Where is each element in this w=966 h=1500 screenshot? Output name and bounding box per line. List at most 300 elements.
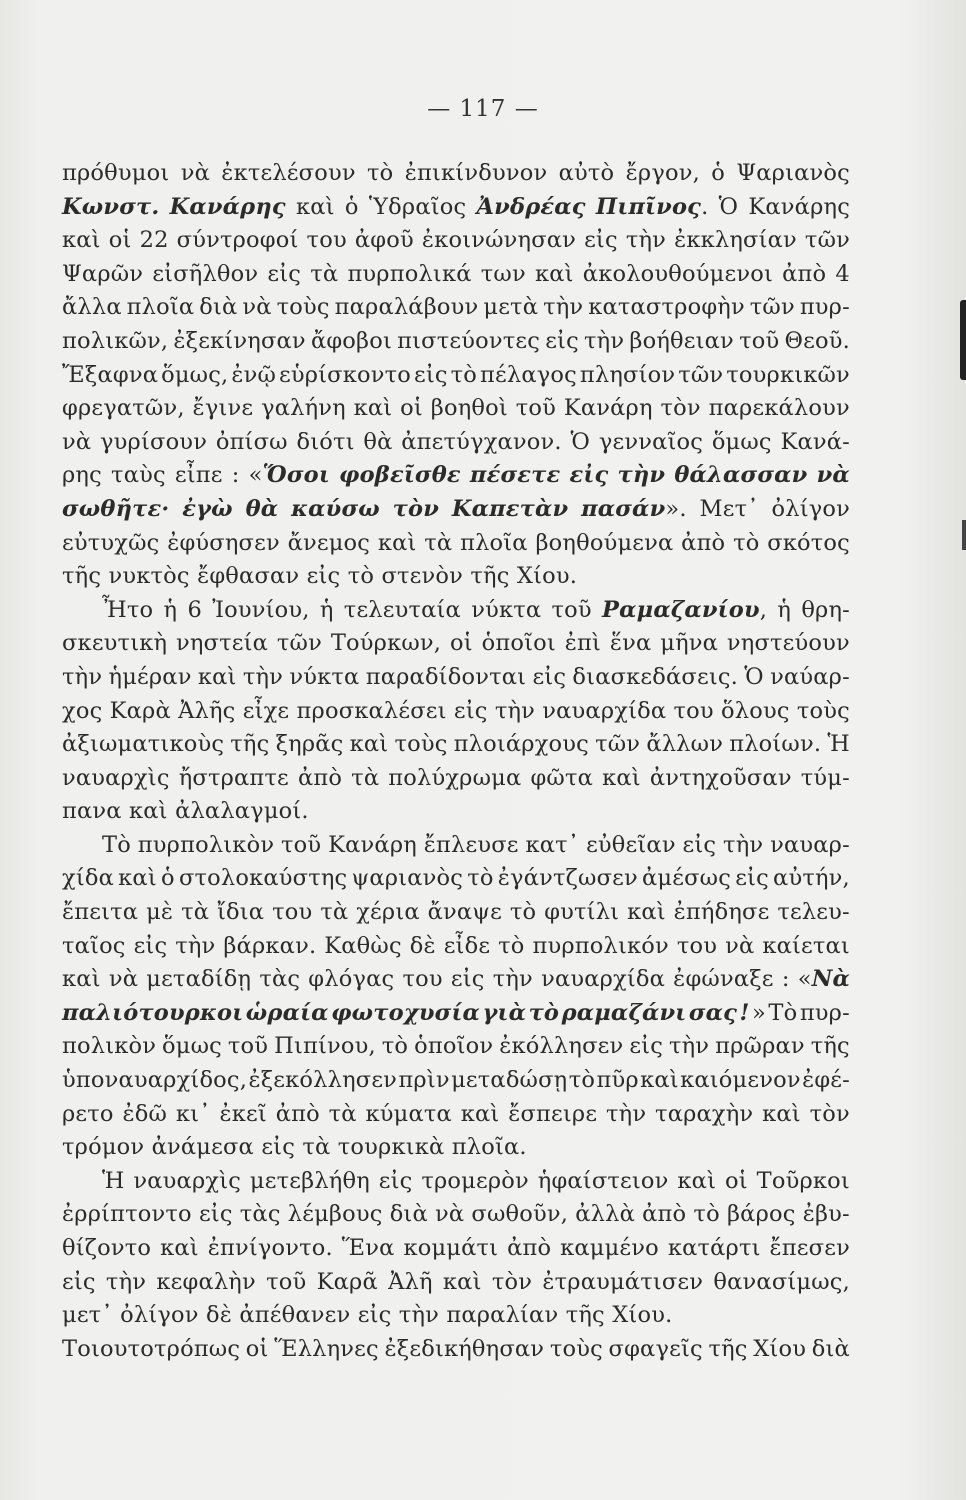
word: ὅλους xyxy=(721,697,790,724)
word: ὀλίγον xyxy=(120,1302,199,1329)
word: μετ᾽ xyxy=(62,1302,113,1329)
word: Μετ᾽ xyxy=(699,495,759,522)
word: θὰ xyxy=(363,428,393,455)
word: πλησίον xyxy=(579,361,676,388)
word: τὸ xyxy=(347,563,375,590)
word: τὴν xyxy=(617,462,666,489)
word: πιστεύοντες xyxy=(397,327,541,354)
word: τὴν xyxy=(492,966,533,993)
word: μὲ xyxy=(146,899,174,926)
binding-edge xyxy=(960,300,966,380)
word: πυρπολικόν xyxy=(532,932,669,959)
word: νὰ xyxy=(435,1201,465,1228)
body-text xyxy=(62,157,850,1366)
word: πλοίων. xyxy=(729,731,822,758)
word: στενὸν xyxy=(381,563,464,590)
word: καὶ xyxy=(762,1100,801,1127)
text-line xyxy=(62,896,850,930)
word: διὰ xyxy=(811,1335,850,1362)
word: ἡμέραν xyxy=(108,663,192,690)
word: ταραχὴν xyxy=(655,1100,754,1127)
word: σας xyxy=(688,999,738,1026)
word: τὴν xyxy=(625,227,667,254)
word: ἐκτελέσουν xyxy=(221,160,356,186)
word: Κανά- xyxy=(780,428,850,455)
word: βάρος xyxy=(726,1201,796,1228)
word: ἐνῷ xyxy=(231,361,277,388)
word: πλοῖα. xyxy=(451,1134,527,1161)
word: καὶ xyxy=(62,227,101,254)
text-line xyxy=(62,459,850,493)
word: πρὶν xyxy=(398,1067,450,1094)
word: ἄνεμος xyxy=(287,529,371,556)
word: «Ὅσοι xyxy=(248,462,330,489)
word: ναύαρ- xyxy=(770,663,850,690)
text-line xyxy=(62,258,850,292)
word: εἰς xyxy=(532,663,567,690)
word: τῆς xyxy=(62,563,102,590)
word: πλοῖα xyxy=(126,294,195,321)
word: καιόμενον xyxy=(680,1067,801,1094)
word: τῆς xyxy=(810,1033,850,1060)
word: χος xyxy=(62,697,103,724)
word: καὶ xyxy=(627,899,666,926)
word: τὴν xyxy=(242,663,284,690)
word: ἤστραπτε xyxy=(178,764,289,791)
word: Τούρκων, xyxy=(330,630,442,657)
word: ἔπειτα xyxy=(62,899,139,926)
word: θὰ xyxy=(245,495,279,522)
word: τὰ xyxy=(310,260,339,287)
word: καίεται xyxy=(762,932,850,959)
word: οἱ xyxy=(108,227,132,254)
word: Χίου. xyxy=(612,1302,673,1329)
word: ἀκολουθούμενοι xyxy=(582,260,773,287)
word: εἰς xyxy=(450,966,485,993)
word: μεταδώσῃ xyxy=(451,1067,568,1094)
word: τὴν xyxy=(543,294,584,321)
word: ἕνα xyxy=(609,630,652,657)
word: πέλαγος xyxy=(480,361,577,388)
word: ναυαρ- xyxy=(770,831,850,858)
word: νύκτα xyxy=(471,596,542,623)
word: τὸν xyxy=(392,495,440,522)
word: 4 xyxy=(835,260,850,287)
word: εἰς xyxy=(629,1033,664,1060)
word: Ραμαζανίου, xyxy=(602,596,768,623)
word: μεταδίδῃ xyxy=(146,966,252,993)
word: τὸν xyxy=(809,1100,850,1127)
text-line xyxy=(62,1165,850,1199)
word: ὅμως, xyxy=(161,361,229,388)
word: ἔργον, xyxy=(625,160,700,186)
text-line xyxy=(62,191,850,225)
word: λέμβους xyxy=(287,1201,383,1228)
word: ἐφέ- xyxy=(802,1067,850,1094)
text-line xyxy=(62,157,850,191)
word: ἐφύσησεν xyxy=(167,529,280,556)
text-line xyxy=(62,1333,850,1367)
word: Τοῦρκοι xyxy=(756,1167,850,1194)
word: τελευταία xyxy=(343,596,461,623)
word: ἀνάμεσα xyxy=(151,1134,254,1161)
word: τῶν xyxy=(804,227,850,254)
word: εἶδε xyxy=(443,932,491,959)
text-line xyxy=(62,1030,850,1064)
word: ρης xyxy=(62,462,102,489)
text-line xyxy=(62,1064,850,1098)
word: ἡ xyxy=(163,596,178,623)
word: παραλίαν xyxy=(446,1302,559,1329)
word: οἱ xyxy=(724,1167,748,1194)
word: ἀξιωματικοὺς xyxy=(62,731,225,758)
word: τὸ xyxy=(509,899,537,926)
word: αὐτήν, xyxy=(773,865,850,892)
word: τῆς xyxy=(470,563,510,590)
word: : xyxy=(231,462,240,489)
word: ὀπίσω xyxy=(215,428,288,455)
word: ὁποῖοι xyxy=(481,630,556,657)
word: εἰς xyxy=(267,260,302,287)
word: τὸ xyxy=(693,1201,720,1228)
word: οἱ xyxy=(245,1335,269,1362)
word: ἔπεσεν xyxy=(769,1235,850,1261)
word: τρόμον xyxy=(62,1134,145,1161)
word: του xyxy=(306,227,347,254)
word: τῶν xyxy=(749,294,795,321)
word: πολικῶν, xyxy=(62,327,169,354)
word: ταὺς xyxy=(111,462,166,489)
word: Κανάρης xyxy=(748,193,850,220)
word: θρη- xyxy=(801,596,850,623)
word: Τὸ xyxy=(102,831,131,858)
word: πῦρ xyxy=(596,1067,639,1094)
word: καὶ xyxy=(442,1268,482,1295)
word: τῶν xyxy=(595,731,641,758)
word: : xyxy=(781,966,790,993)
word: » xyxy=(752,999,766,1026)
word: Ἔξαφνα xyxy=(62,361,159,388)
word: τὸν xyxy=(491,1268,533,1295)
word: τὰ xyxy=(328,1100,357,1127)
word: πέσετε xyxy=(469,462,561,489)
word: ἐφώναξε xyxy=(673,966,774,993)
word: εἰς xyxy=(198,1201,233,1228)
word: ἀπέθανεν xyxy=(239,1302,351,1329)
text-line xyxy=(62,493,850,527)
word: Κανάρη xyxy=(563,395,653,422)
text-line xyxy=(62,1198,850,1232)
word: τῶν xyxy=(678,361,724,388)
word: σωθοῦν, xyxy=(471,1201,569,1228)
word: καὶ xyxy=(62,966,101,993)
word: κεφαλὴν xyxy=(156,1268,256,1295)
word: θάλασσαν xyxy=(674,462,808,489)
text-line xyxy=(62,1098,850,1132)
word: ἀφοῦ xyxy=(354,227,414,254)
word: τὸ xyxy=(568,1067,596,1094)
word: ἐξεκίνησαν xyxy=(173,327,306,354)
word: τὰ xyxy=(181,899,210,926)
word: στολοκαύστης xyxy=(178,865,348,892)
word: τῆς xyxy=(708,1335,748,1362)
word: πλοῖα xyxy=(460,529,528,556)
word: βοήθειαν xyxy=(629,327,734,354)
word: τὴν xyxy=(723,831,764,858)
word: κομμάτι xyxy=(403,1235,499,1261)
word: ἐγὼ xyxy=(182,495,233,522)
word: καὶ xyxy=(129,798,168,825)
word: Ψαριανὸς xyxy=(736,160,850,186)
word: τὴν xyxy=(606,1100,647,1127)
word: ἐρρίπτοντο xyxy=(62,1201,192,1228)
word: νὰ xyxy=(725,932,755,959)
word: τοὺς xyxy=(394,731,448,758)
word: τρομερὸν xyxy=(421,1167,529,1194)
word: καὶ xyxy=(640,1067,679,1094)
word: ἐξεδικήθησαν xyxy=(384,1335,545,1362)
word: μετεβλήθη xyxy=(249,1167,370,1194)
word: ἀπετύγχανον. xyxy=(401,428,562,455)
word: νὰ xyxy=(62,428,92,455)
word: εἰς xyxy=(584,227,618,254)
word: τῶν xyxy=(276,630,322,657)
word: νηστεύουν xyxy=(726,630,850,657)
text-line xyxy=(62,627,850,661)
word: βάρκαν. xyxy=(223,932,317,959)
word: γενναῖος xyxy=(598,428,704,455)
word: τὸ xyxy=(528,999,560,1026)
binding-edge-mark xyxy=(962,520,966,550)
word: τὴν xyxy=(668,1033,710,1060)
text-line xyxy=(62,728,850,762)
word: κατ᾽ xyxy=(525,831,580,858)
word: εὐτυχῶς xyxy=(62,529,160,556)
word: εἰσῆλθον xyxy=(152,260,259,287)
word: καὶ xyxy=(460,1100,500,1127)
word: Τὸ xyxy=(768,999,798,1026)
word: δὲ xyxy=(409,932,436,959)
word: παραλάβουν xyxy=(334,294,479,321)
word: τὸ xyxy=(498,932,525,959)
word: Ἀλῆς xyxy=(178,697,236,724)
word: ἐξεκόλλησεν xyxy=(248,1067,398,1094)
word: τοῦ xyxy=(281,831,322,858)
text-line xyxy=(62,560,850,594)
word: δὲ xyxy=(206,1302,233,1329)
word: τοῦ xyxy=(515,395,557,422)
word: μῆνα xyxy=(660,630,719,657)
text-line xyxy=(62,930,850,964)
word: διὰ xyxy=(199,294,238,321)
text-line xyxy=(62,997,850,1031)
word: πυρ- xyxy=(799,294,850,321)
word: νηστεία xyxy=(176,630,269,657)
word: πυρπολικά xyxy=(347,260,472,287)
word: τὸ xyxy=(733,529,760,556)
word: ἐκόλλησεν xyxy=(499,1033,624,1060)
word: ὁποῖον xyxy=(414,1033,494,1060)
word: ναυαρχίδα xyxy=(541,966,666,993)
word: εἰς xyxy=(735,865,769,892)
word: ἀπὸ xyxy=(782,260,827,287)
word: ναυαρχὶς xyxy=(62,764,170,791)
word: πανα xyxy=(62,798,122,825)
word: Κωνστ. xyxy=(62,193,160,220)
word: ἐπνίγοντο. xyxy=(207,1235,333,1261)
word: εἰς xyxy=(453,697,488,724)
word: πυρ- xyxy=(799,999,850,1026)
word: ἐγάντζωσεν xyxy=(497,865,638,892)
text-line xyxy=(62,291,850,325)
word: νυκτὸς xyxy=(108,563,190,590)
word: νὰ xyxy=(108,966,139,993)
word: ἴδια xyxy=(217,899,265,926)
word: καὶ xyxy=(160,1235,199,1261)
word: καὶ xyxy=(534,260,574,287)
word: τὸν xyxy=(660,395,701,422)
word: πρῶραν xyxy=(715,1033,805,1060)
text-line xyxy=(62,1299,850,1333)
text-line xyxy=(62,1266,850,1300)
word: ραμαζάνι xyxy=(561,999,687,1026)
word: φλόγας xyxy=(308,966,395,993)
word: εἰς xyxy=(545,327,579,354)
word: Καθὼς xyxy=(324,932,402,959)
word: καμμένο xyxy=(560,1235,659,1261)
word: τὰς xyxy=(239,1201,281,1228)
text-line xyxy=(62,224,850,258)
word: τὰ xyxy=(424,529,453,556)
word: Πιπίνου, xyxy=(274,1033,376,1060)
word: διότι xyxy=(296,428,355,455)
word: Ἕνα xyxy=(341,1235,395,1261)
word: εἰς xyxy=(306,563,341,590)
word: τὸ xyxy=(450,361,478,388)
text-line xyxy=(62,527,850,561)
word: ἐπήδησε xyxy=(673,899,770,926)
word: φυτίλι xyxy=(544,899,620,926)
word: ἡ xyxy=(319,596,334,623)
text-line xyxy=(62,661,850,695)
word: Ψαρῶν xyxy=(62,260,144,287)
word: εἰς xyxy=(414,361,448,388)
word: ἀμέσως xyxy=(642,865,732,892)
word: πυρπολικὸν xyxy=(137,831,275,858)
word: μετὰ xyxy=(483,294,539,321)
word: Ὁ xyxy=(570,428,591,455)
word: ἀλλὰ xyxy=(575,1201,635,1228)
word: εὑρίσκοντο xyxy=(279,361,412,388)
word: ἐδῶ xyxy=(122,1100,168,1127)
word: Χίου. xyxy=(516,563,578,590)
word: φρεγατῶν, xyxy=(62,395,185,422)
word: ἐκοινώνησαν xyxy=(421,227,577,254)
text-line xyxy=(62,795,850,829)
word: τὴν xyxy=(62,663,103,690)
word: τὰ xyxy=(302,1134,331,1161)
word: Ἡ xyxy=(827,731,850,758)
word: Κανάρης xyxy=(169,193,286,220)
text-line xyxy=(62,594,850,628)
word: βοηθούμενα xyxy=(535,529,674,556)
word: τουρκικῶν xyxy=(726,361,850,388)
word: ἔπλευσε xyxy=(423,831,519,858)
word: Κανάρη xyxy=(328,831,417,858)
word: Ἰουνίου, xyxy=(212,596,310,623)
word: σκότος xyxy=(767,529,850,556)
word: κύματα xyxy=(365,1100,452,1127)
word: σφαγεῖς xyxy=(608,1335,703,1362)
word: καὶ xyxy=(349,731,389,758)
word: γυρίσουν xyxy=(100,428,208,455)
text-line xyxy=(62,359,850,393)
word: ἔγινε xyxy=(192,395,254,422)
word: ἄφοβοι xyxy=(310,327,393,354)
word: ἡφαίστειον xyxy=(537,1167,669,1194)
word: Καρᾶ xyxy=(316,1268,378,1295)
word: εἰς xyxy=(682,831,717,858)
word: Ὁ xyxy=(744,663,764,690)
word: καὶ xyxy=(377,529,417,556)
word: ψαριανὸς xyxy=(351,865,464,892)
word: εἶπε xyxy=(174,462,223,489)
text-line xyxy=(62,1131,850,1165)
word: πολικὸν xyxy=(62,1033,157,1060)
word: Πιπῖνος. xyxy=(595,193,709,220)
word: εἰς xyxy=(261,1134,295,1161)
word: τοῦ xyxy=(266,1268,307,1295)
word: Χίου xyxy=(753,1335,807,1362)
word: ἀπὸ xyxy=(507,1235,552,1261)
word: τοὺς xyxy=(796,697,850,724)
word: τὸ xyxy=(367,160,394,186)
word: Ὑδραῖος xyxy=(368,193,467,220)
word: ὀλίγον xyxy=(771,495,850,522)
word: Ἦτο xyxy=(102,596,154,623)
word: τουρκικὰ xyxy=(337,1134,445,1161)
word: Καρὰ xyxy=(109,697,171,724)
word: καὶ xyxy=(353,395,393,422)
word: ὅμως xyxy=(162,1033,222,1060)
word: ἐτραυμάτισεν xyxy=(542,1268,704,1295)
word: φῶτα xyxy=(530,764,593,791)
word: καὶ xyxy=(602,764,641,791)
word: καύσω xyxy=(291,495,380,522)
word: ὡραία xyxy=(245,999,329,1026)
page-number: — 117 — xyxy=(427,96,539,122)
word: σωθῆτε· xyxy=(62,495,170,522)
word: ἐβυ- xyxy=(802,1201,850,1228)
word: ναυαρχίδα xyxy=(542,697,667,724)
word: κατάρτι xyxy=(667,1235,761,1261)
word: χέρια xyxy=(356,899,420,926)
word: ὑποναυαρχίδος, xyxy=(62,1067,248,1094)
word: κι᾽ xyxy=(175,1100,211,1127)
word: παλιότουρκοι xyxy=(62,999,244,1026)
text-line xyxy=(62,829,850,863)
word: Ἀλῆ xyxy=(388,1268,433,1295)
word: ἐκεῖ xyxy=(219,1100,267,1127)
word: νὰ xyxy=(180,160,210,186)
word: τύμ- xyxy=(800,764,850,791)
word: 22 xyxy=(139,227,169,254)
word: ταῖος xyxy=(62,932,126,959)
word: εἶχε xyxy=(242,697,290,724)
text-line xyxy=(62,695,850,729)
word: νύκτα xyxy=(289,663,360,690)
word: των xyxy=(480,260,526,287)
